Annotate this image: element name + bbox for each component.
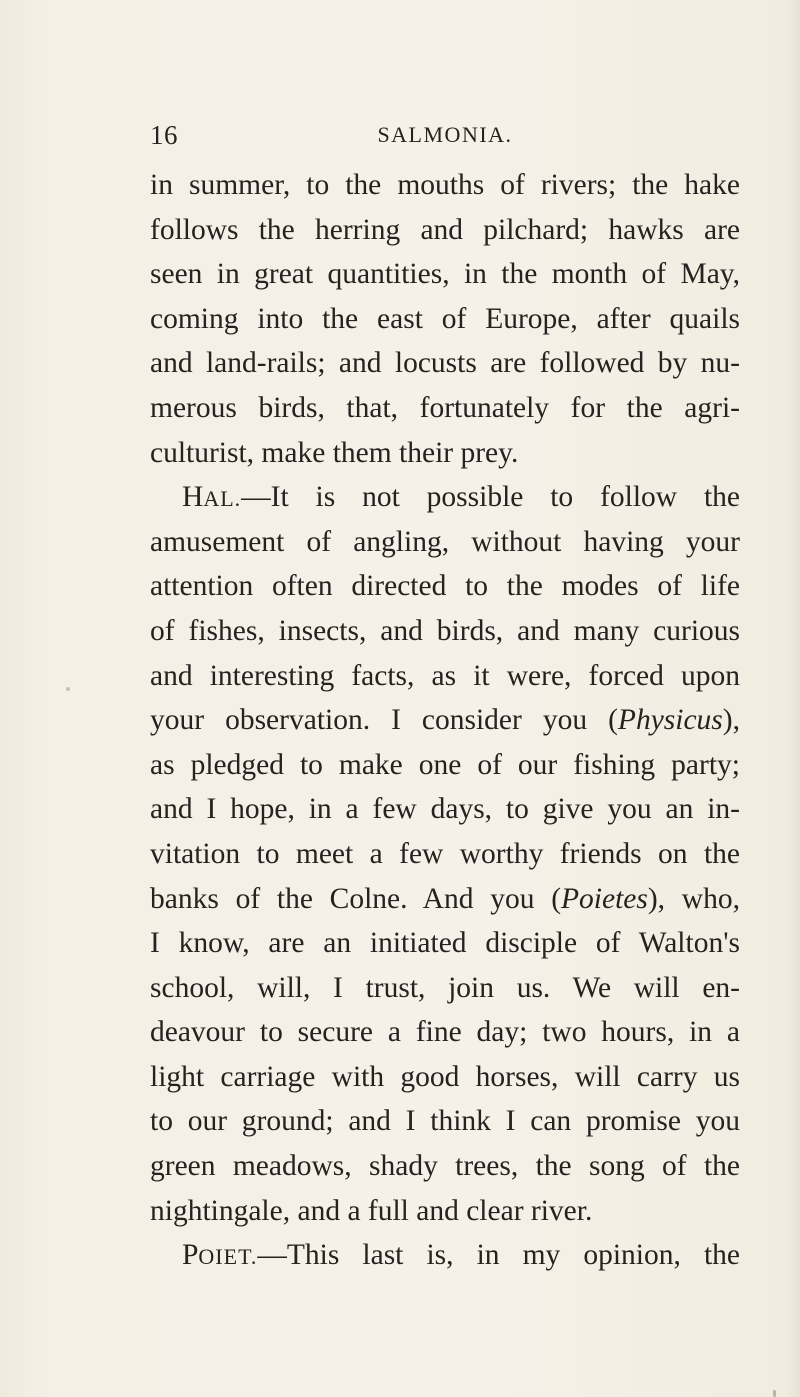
page-edge-shadow	[786, 0, 800, 1397]
text-line: and land-rails; and locusts are followed by nu-	[150, 347, 740, 380]
text-line-poietes	[150, 877, 740, 922]
text-line: seen in great quantities, in the month of May,	[150, 258, 740, 291]
text-line: light carriage with good horses, will carry us	[150, 1060, 740, 1093]
text-line: to our ground; and I think I can promise you	[150, 1105, 740, 1138]
text-line: attention often directed to the modes of life	[150, 570, 740, 603]
line-text: banks of the Colne. And you (	[150, 882, 562, 915]
text-line: as pledged to make one of our fishing party;	[150, 748, 740, 781]
speaker-initial: H	[182, 481, 204, 514]
italic-name: Poietes	[561, 882, 648, 915]
text-line: amusement of angling, without having your	[150, 525, 740, 558]
text-line: and I hope, in a few days, to give you an in-	[150, 793, 740, 826]
hal-speech-first-line	[150, 475, 740, 520]
running-title: SALMONIA.	[377, 122, 513, 147]
text-line: deavour to secure a fine day; two hours, in a	[150, 1016, 740, 1049]
speaker-initial: P	[182, 1239, 199, 1272]
text-line: coming into the east of Europe, after quails	[150, 302, 740, 335]
text-line: merous birds, that, fortunately for the agri-	[150, 391, 740, 424]
text-line: follows the herring and pilchard; hawks are	[150, 213, 740, 246]
italic-name: Physicus	[617, 704, 723, 737]
line-text: ),	[722, 704, 740, 737]
speaker-name: AL.	[203, 486, 242, 512]
text-line-physicus	[150, 698, 740, 743]
text-line: of fishes, insects, and birds, and many curious	[150, 614, 740, 647]
body-text	[150, 163, 740, 1278]
line-text: ), who,	[647, 882, 740, 915]
paper-speck	[66, 687, 70, 691]
speaker-name: OIET.	[198, 1244, 258, 1270]
poiet-speech-first-line	[150, 1233, 740, 1278]
text-line: vitation to meet a few worthy friends on the	[150, 837, 740, 870]
speech-text: —This last is, in my opinion, the	[257, 1239, 740, 1272]
text-line: school, will, I trust, join us. We will en-	[150, 971, 740, 1004]
text-line: green meadows, shady trees, the song of the	[150, 1150, 740, 1183]
text-line: in summer, to the mouths of rivers; the hake	[150, 169, 740, 201]
line-text: your observation. I consider you (	[150, 704, 618, 737]
speech-text: —It is not possible to follow the	[241, 481, 740, 514]
text-line: and interesting facts, as it were, forced upon	[150, 659, 740, 692]
text-line: nightingale, and a full and clear river.	[150, 1194, 593, 1227]
page-header	[150, 120, 740, 160]
text-line: I know, are an initiated disciple of Walton's	[150, 927, 740, 960]
paper-smudge	[773, 1390, 776, 1397]
page-number: 16	[150, 120, 178, 150]
text-line: culturist, make them their prey.	[150, 436, 519, 469]
